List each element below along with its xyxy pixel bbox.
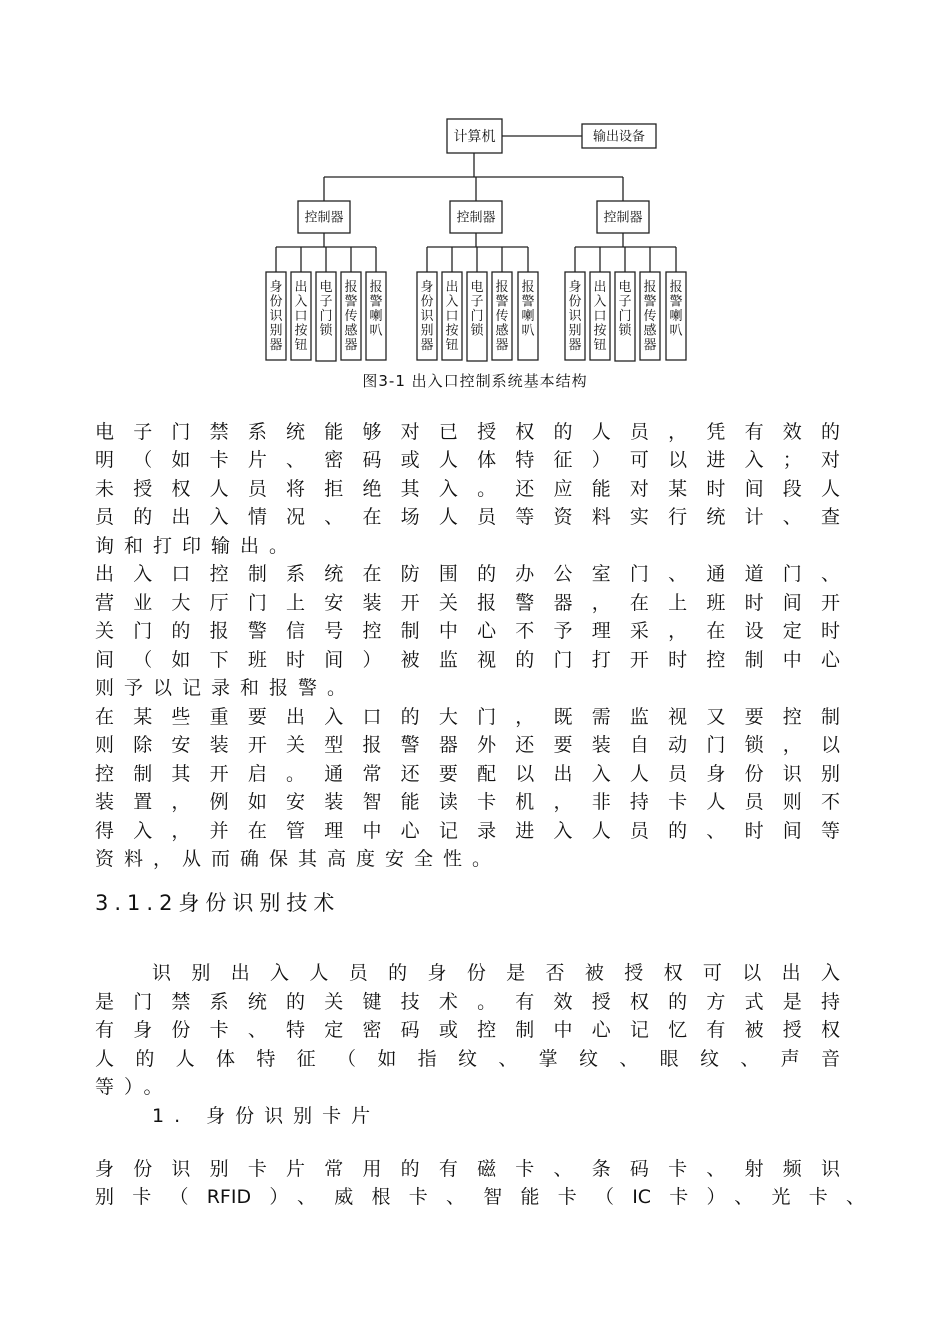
para3-line-5: 得入，并在管理中心记录进入人员的、时间等 bbox=[95, 820, 840, 842]
section-heading: 3.1.2身份识别技术 bbox=[95, 891, 341, 915]
para3-line-3: 控制其开启。通常还要配以出入人员身份识别 bbox=[95, 763, 840, 785]
para2-line-4: 间（如下班时间）被监视的门打开时控制中心 bbox=[95, 649, 840, 671]
para1-line-2: 明（如卡片、密码或人体特征）可以进入；对 bbox=[95, 449, 840, 471]
para1-line-5: 询和打印输出。 bbox=[95, 535, 299, 557]
para4-line-1: 识别出入人员的身份是否被授权可以出入 bbox=[152, 962, 840, 984]
device-1-3-label: 电子门锁 bbox=[319, 280, 333, 339]
controller-3-label: 控制器 bbox=[603, 210, 643, 226]
device-3-5-label: 报警喇叭 bbox=[669, 280, 683, 339]
para4-line-3: 有身份卡、特定密码或控制中心记忆有被授权 bbox=[95, 1019, 840, 1041]
device-2-1-label: 身份识别器 bbox=[420, 280, 434, 353]
para3-line-1: 在某些重要出入口的大门，既需监视又要控制 bbox=[95, 706, 840, 728]
subheading-id-card: 1. 身份识别卡片 bbox=[152, 1105, 381, 1127]
para2-line-1: 出入口控制系统在防围的办公室门、通道门、 bbox=[95, 563, 840, 585]
device-1-5-label: 报警喇叭 bbox=[369, 280, 383, 339]
controller-2-label: 控制器 bbox=[456, 210, 496, 226]
para4-line-4: 人的人体特征（如指纹、掌纹、眼纹、声音 bbox=[95, 1048, 840, 1070]
device-3-2-label: 出入口按钮 bbox=[593, 280, 607, 353]
para2-line-2: 营业大厅门上安装开关报警器，在上班时间开 bbox=[95, 592, 840, 614]
para3-line-6: 资料，从而确保其高度安全性。 bbox=[95, 848, 502, 870]
access-control-structure-diagram bbox=[0, 0, 950, 370]
figure-caption: 图3-1 出入口控制系统基本结构 bbox=[362, 372, 588, 390]
device-1-4-label: 报警传感器 bbox=[344, 280, 358, 353]
output-device-label: 输出设备 bbox=[592, 129, 646, 145]
device-2-3-label: 电子门锁 bbox=[470, 280, 484, 339]
device-1-1-label: 身份识别器 bbox=[269, 280, 283, 353]
para1-line-4: 员的出入情况、在场人员等资料实行统计、查 bbox=[95, 506, 840, 528]
para1-line-3: 未授权人员将拒绝其入。还应能对某时间段人 bbox=[95, 478, 840, 500]
device-2-5-label: 报警喇叭 bbox=[521, 280, 535, 339]
computer-label: 计算机 bbox=[453, 129, 496, 146]
para3-line-4: 装置，例如安装智能读卡机，非持卡人员则不 bbox=[95, 791, 840, 813]
para1-line-1: 电子门禁系统能够对已授权的人员，凭有效的 bbox=[95, 421, 840, 443]
device-3-4-label: 报警传感器 bbox=[643, 280, 657, 353]
para3-line-2: 则除安装开关型报警器外还要装自动门锁，以 bbox=[95, 734, 840, 756]
device-1-2-label: 出入口按钮 bbox=[294, 280, 308, 353]
device-3-1-label: 身份识别器 bbox=[568, 280, 582, 353]
para4-line-2: 是门禁系统的关键技术。有效授权的方式是持 bbox=[95, 991, 840, 1013]
para4-line-5: 等）。 bbox=[95, 1076, 173, 1098]
para2-line-5: 则予以记录和报警。 bbox=[95, 677, 357, 699]
para2-line-3: 关门的报警信号控制中心不予理采，在设定时 bbox=[95, 620, 840, 642]
device-3-3-label: 电子门锁 bbox=[618, 280, 632, 339]
para5-line-2: 别卡（RFID）、威根卡、智能卡（IC卡）、光卡、 bbox=[95, 1186, 865, 1208]
device-2-2-label: 出入口按钮 bbox=[445, 280, 459, 353]
controller-1-label: 控制器 bbox=[304, 210, 344, 226]
para5-line-1: 身份识别卡片常用的有磁卡、条码卡、射频识 bbox=[95, 1158, 840, 1180]
device-2-4-label: 报警传感器 bbox=[495, 280, 509, 353]
